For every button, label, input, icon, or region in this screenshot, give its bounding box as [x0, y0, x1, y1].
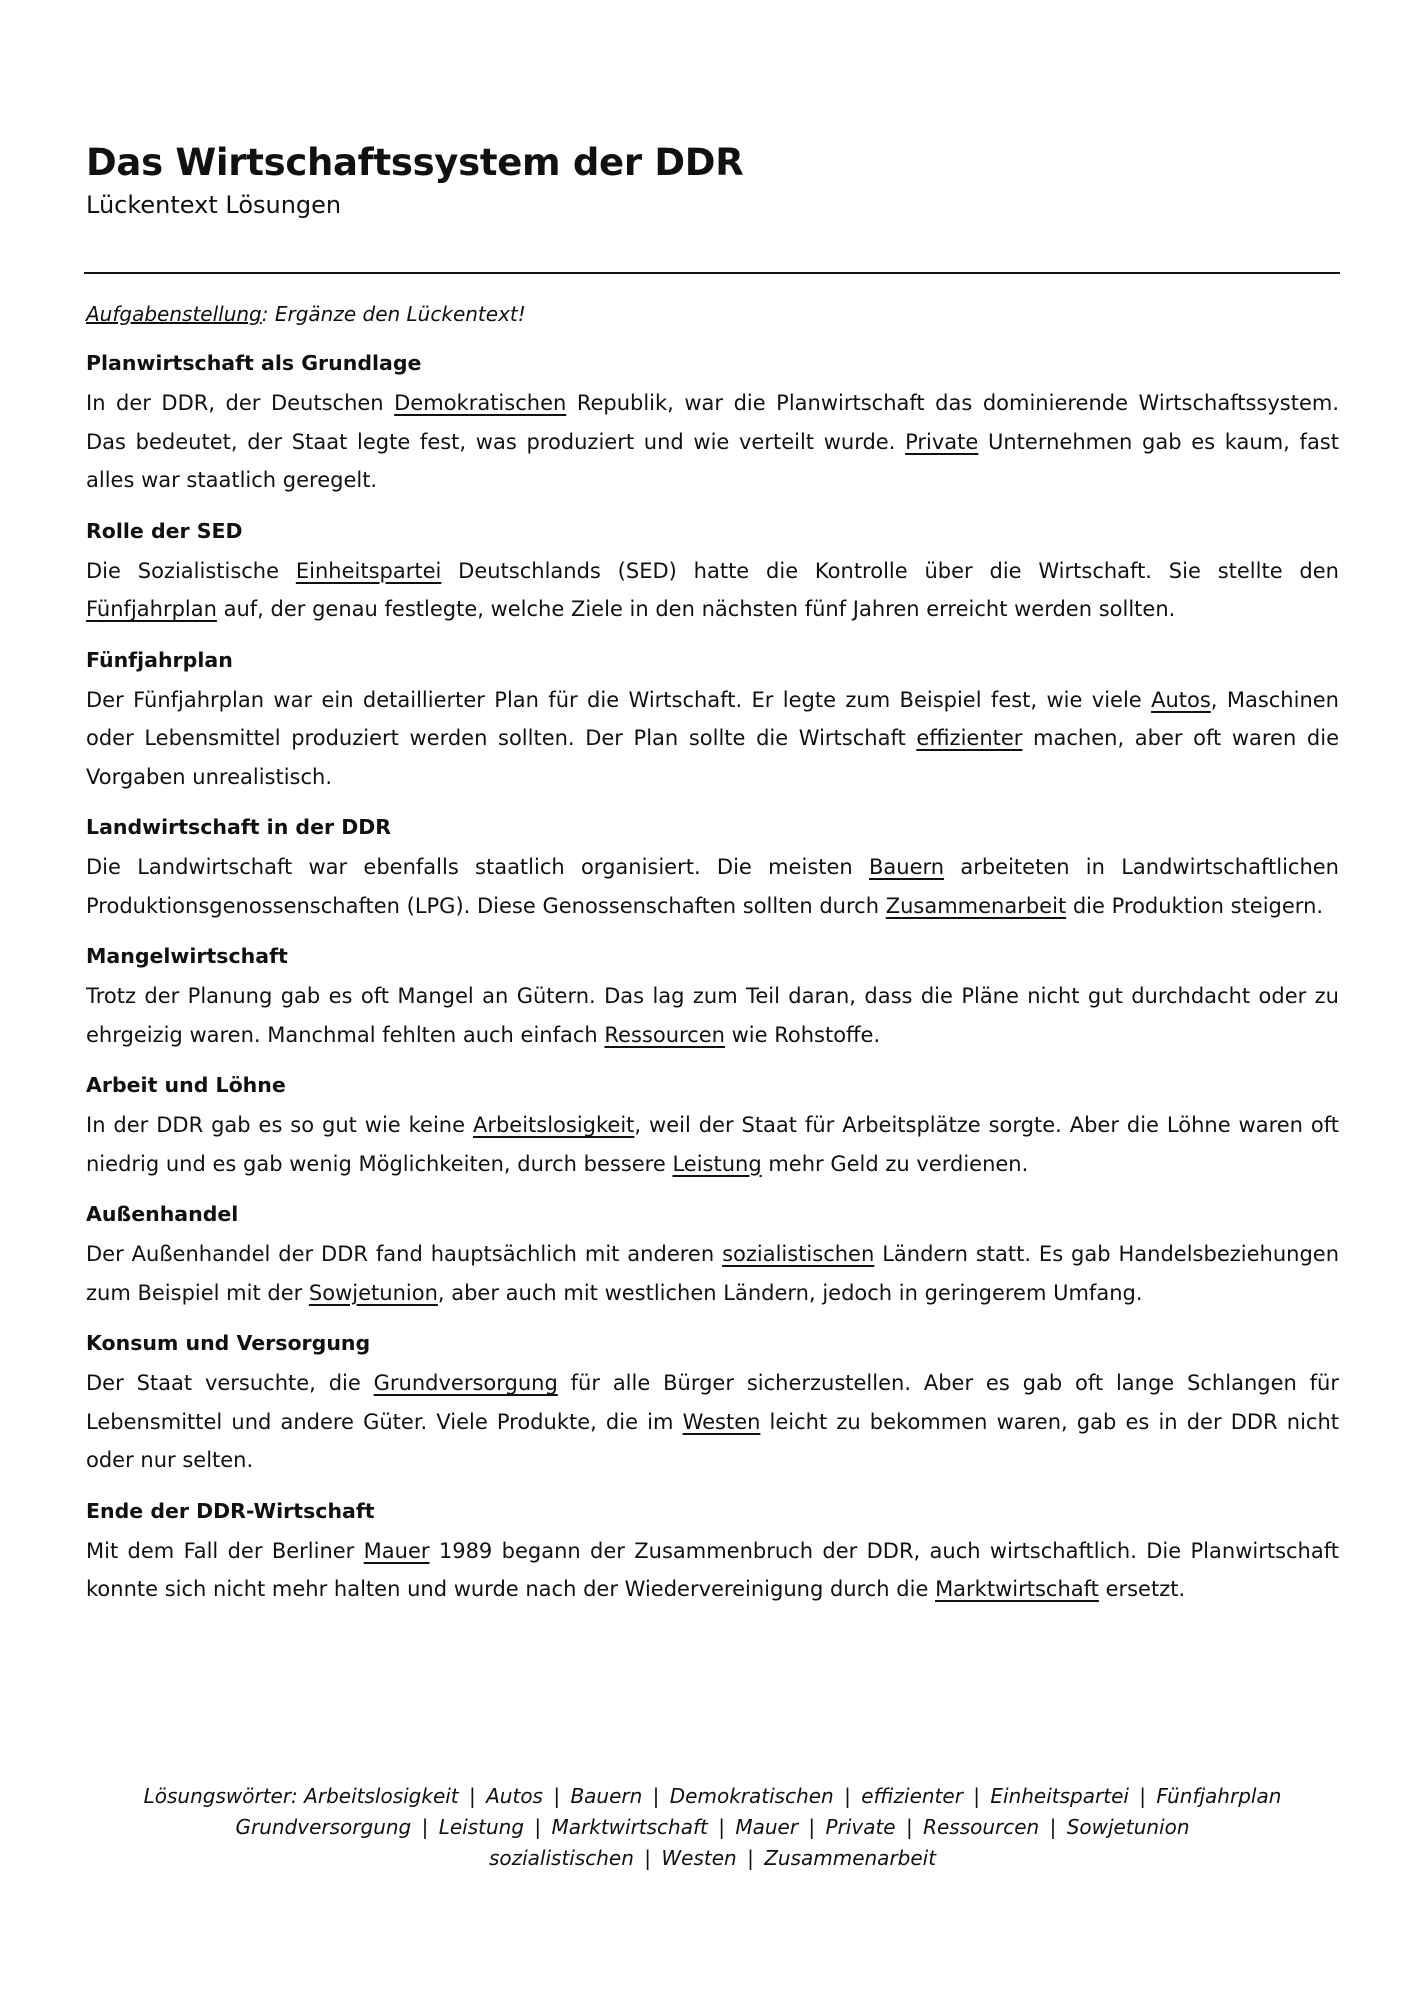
section-heading: Fünfjahrplan	[86, 647, 233, 672]
text-section	[86, 942, 1339, 1054]
paragraph-text: Der Staat versuchte, die	[86, 1371, 374, 1395]
task-label: Aufgabenstellung	[86, 302, 262, 326]
filled-blank: Zusammenarbeit	[885, 893, 1067, 918]
solution-words-line	[86, 1843, 1339, 1874]
filled-blank: Einheitspartei	[295, 558, 442, 583]
solution-word: Private	[825, 1815, 896, 1839]
solution-word: Sowjetunion	[1066, 1815, 1190, 1839]
solution-words-label: Lösungswörter:	[143, 1784, 298, 1808]
solution-word: effizienter	[861, 1784, 963, 1808]
paragraph-text: Mit dem Fall der Berliner	[86, 1538, 364, 1563]
solution-word: sozialistischen	[488, 1846, 634, 1870]
section-heading: Konsum und Versorgung	[86, 1331, 371, 1355]
paragraph-text: machen, aber oft waren die Vorgaben unrealistisch.	[86, 726, 1339, 789]
solution-word: Bauern	[570, 1784, 643, 1808]
separator: |	[469, 1784, 476, 1808]
solution-word: Arbeitslosigkeit	[304, 1784, 459, 1808]
solution-word: Fünfjahrplan	[1156, 1784, 1282, 1808]
text-section	[86, 813, 1339, 925]
text-section	[86, 1497, 1339, 1609]
text-section	[86, 349, 1339, 500]
separator: |	[718, 1815, 725, 1839]
solution-words	[86, 1781, 1339, 1874]
filled-blank: Demokratischen	[394, 391, 567, 415]
paragraph-text: mehr Geld zu verdienen.	[761, 1151, 1029, 1176]
paragraph-text: die Produktion steigern.	[1066, 893, 1324, 918]
filled-blank: Fünfjahrplan	[86, 597, 217, 621]
paragraph-text: Unternehmen gab es kaum, fast alles war staatlich geregelt.	[86, 429, 1339, 492]
filled-blank: Bauern	[868, 855, 945, 879]
paragraph-text: Der Außenhandel der DDR fand hauptsächlich mit anderen	[86, 1242, 723, 1266]
task-text: : Ergänze den Lückentext!	[261, 302, 526, 326]
solution-word: Grundversorgung	[235, 1815, 412, 1839]
text-section	[86, 1200, 1339, 1312]
section-paragraph	[86, 977, 1339, 1054]
solution-word: Demokratischen	[669, 1784, 834, 1808]
page-title: Das Wirtschaftssystem der DDR	[86, 141, 744, 184]
section-heading: Mangelwirtschaft	[86, 944, 288, 968]
header-divider	[84, 272, 1340, 274]
solution-word: Einheitspartei	[990, 1784, 1129, 1808]
paragraph-text: wie Rohstoffe.	[724, 1022, 881, 1047]
filled-blank: Leistung	[672, 1151, 762, 1176]
separator: |	[553, 1784, 561, 1808]
paragraph-text: , weil der Staat für Arbeitsplätze sorgte. Aber die Löhne waren oft niedrig und es gab wenig Möglichkeiten, durch bessere	[86, 1113, 1339, 1176]
solution-word: Marktwirtschaft	[551, 1815, 708, 1839]
paragraph-text: Deutschlands (SED) hatte die Kontrolle über die Wirtschaft. Sie stellte den	[441, 558, 1339, 583]
text-section	[86, 1071, 1339, 1183]
solution-word: Ressourcen	[923, 1815, 1040, 1839]
paragraph-text: 1989 begann der Zusammenbruch der DDR, auch wirtschaftlich. Die Planwirtschaft konnte sich nicht mehr halten und wurde nach der Wiedervereinigung durch die	[86, 1538, 1339, 1601]
paragraph-text: Trotz der Planung gab es oft Mangel an Gütern. Das lag zum Teil daran, dass die Pläne nicht gut durchdacht oder zu ehrgeizig waren. Manchmal fehlten auch einfach	[86, 984, 1339, 1047]
solution-word: Mauer	[735, 1815, 799, 1839]
section-paragraph	[86, 1364, 1339, 1480]
separator: |	[421, 1815, 429, 1839]
text-section	[86, 1329, 1339, 1480]
section-paragraph	[86, 848, 1339, 925]
separator: |	[905, 1815, 913, 1839]
separator: |	[644, 1846, 652, 1870]
paragraph-text: Die Sozialistische	[86, 558, 296, 583]
filled-blank: Marktwirtschaft	[935, 1577, 1099, 1601]
section-heading: Rolle der SED	[86, 518, 243, 543]
paragraph-text: Der Fünfjahrplan war ein detaillierter Plan für die Wirtschaft. Er legte zum Beispiel fest, wie viele	[86, 687, 1152, 712]
separator: |	[534, 1815, 542, 1839]
section-heading: Arbeit und Löhne	[86, 1073, 286, 1097]
paragraph-text: , aber auch mit westlichen Ländern, jedoch in geringerem Umfang.	[437, 1280, 1143, 1305]
filled-blank: Grundversorgung	[373, 1371, 558, 1395]
separator: |	[747, 1846, 754, 1870]
paragraph-text: In der DDR, der Deutschen	[86, 391, 395, 415]
section-heading: Landwirtschaft in der DDR	[86, 815, 392, 839]
filled-blank: Westen	[682, 1409, 761, 1434]
separator: |	[973, 1784, 981, 1808]
paragraph-text: ersetzt.	[1098, 1577, 1186, 1601]
solution-word: Westen	[661, 1846, 737, 1870]
filled-blank: Private	[905, 429, 979, 454]
paragraph-text: Die Landwirtschaft war ebenfalls staatlich organisiert. Die meisten	[86, 855, 869, 879]
section-paragraph	[86, 1532, 1339, 1609]
paragraph-text: In der DDR gab es so gut wie keine	[86, 1113, 473, 1137]
section-heading: Ende der DDR-Wirtschaft	[86, 1498, 375, 1523]
filled-blank: sozialistischen	[722, 1242, 875, 1266]
filled-blank: effizienter	[916, 726, 1023, 750]
text-section	[86, 517, 1339, 629]
paragraph-text: auf, der genau festlegte, welche Ziele in den nächsten fünf Jahren erreicht werden sollten.	[216, 597, 1176, 621]
paragraph-text: leicht zu bekommen waren, gab es in der DDR nicht oder nur selten.	[86, 1409, 1339, 1472]
text-sections	[86, 349, 1339, 1626]
filled-blank: Ressourcen	[604, 1022, 725, 1047]
section-paragraph	[86, 384, 1339, 500]
solution-words-line	[86, 1781, 1339, 1812]
separator: |	[844, 1784, 851, 1808]
filled-blank: Autos	[1151, 687, 1211, 712]
paragraph-text: Republik, war die Planwirtschaft das dominierende Wirtschaftssystem. Das bedeutet, der Staat legte fest, was produziert und wie verteilt wurde.	[86, 391, 1339, 454]
paragraph-text: arbeiteten in Landwirtschaftlichen Produktionsgenossenschaften (LPG). Diese Genossenschaften sollten durch	[86, 855, 1339, 918]
section-paragraph	[86, 681, 1339, 797]
filled-blank: Sowjetunion	[308, 1280, 438, 1305]
solution-word: Autos	[486, 1784, 543, 1808]
paragraph-text: , Maschinen oder Lebensmittel produziert werden sollten. Der Plan sollte die Wirtschaft	[86, 687, 1339, 750]
section-paragraph	[86, 1235, 1339, 1312]
task-instruction	[86, 299, 526, 329]
solution-word: Leistung	[438, 1815, 525, 1839]
separator: |	[808, 1815, 816, 1839]
text-section	[86, 646, 1339, 797]
page-subtitle: Lückentext Lösungen	[86, 191, 342, 219]
solution-word: Zusammenarbeit	[764, 1846, 937, 1870]
section-heading: Planwirtschaft als Grundlage	[86, 351, 422, 375]
solution-words-line	[86, 1812, 1339, 1843]
section-paragraph	[86, 1106, 1339, 1183]
section-heading: Außenhandel	[86, 1202, 239, 1226]
section-paragraph	[86, 552, 1339, 629]
separator: |	[1049, 1815, 1057, 1839]
paragraph-text: Ländern statt. Es gab Handelsbeziehungen zum Beispiel mit der	[86, 1242, 1340, 1305]
paragraph-text: für alle Bürger sicherzustellen. Aber es gab oft lange Schlangen für Lebensmittel und andere Güter. Viele Produkte, die im	[86, 1371, 1339, 1434]
filled-blank: Mauer	[363, 1538, 430, 1563]
separator: |	[1139, 1784, 1147, 1808]
separator: |	[652, 1784, 660, 1808]
filled-blank: Arbeitslosigkeit	[472, 1113, 635, 1137]
